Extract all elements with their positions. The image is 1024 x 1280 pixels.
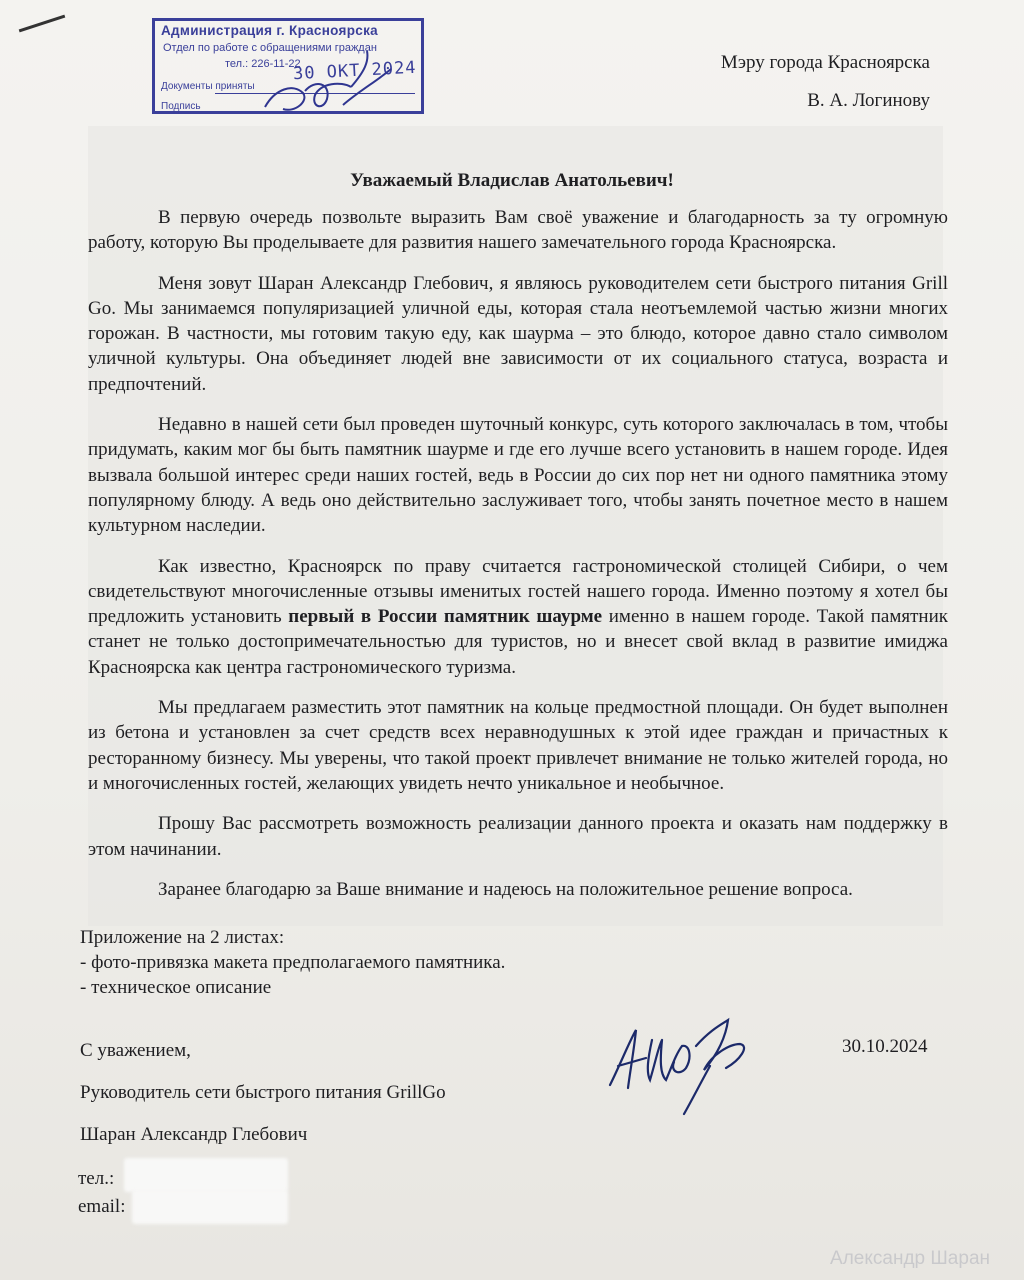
paragraph: Меня зовут Шаран Александр Глебович, я являюсь руководителем сети быстрого питания Grill Go. Мы занимаемся популяризацией уличной еды, которая стала неотъемлемой частью жизни многих горожан. В частности, мы готовим такую еду, как шаурма – это блюдо, которое давно стало символом уличной культуры. Она объединяет людей вне зависимости от их социального статуса, возраста и предпочтений.	[88, 272, 948, 395]
paragraph-text: именно в нашем городе. Такой памятник станет не только достопримечательностью для туристов, но и внесет свой вклад в развитие имиджа Красноярска как центра гастрономического туризма.	[88, 606, 948, 678]
stamp-sign-label: Подпись	[161, 101, 201, 112]
phone-label: тел.:	[78, 1168, 115, 1189]
signer-position: Руководитель сети быстрого питания GrillGo	[80, 1082, 446, 1103]
email-label: email:	[78, 1196, 126, 1217]
addressee-name: В. А. Логинову	[807, 90, 930, 111]
paragraph: Прошу Вас рассмотреть возможность реализации данного проекта и оказать нам поддержку в этом начинании.	[88, 813, 948, 860]
paragraph: Недавно в нашей сети был проведен шуточный конкурс, суть которого заключалась в том, чтобы придумать, каким мог бы быть памятник шаурме и где его лучше всего установить в нашем городе. Идея вызвала большой интерес среди наших гостей, ведь в России до сих пор нет ни одного памятника этому популярному блюду. А ведь оно действительно заслуживает того, чтобы занять почетное место в нашем культурном наследии.	[88, 414, 948, 537]
paragraph: В первую очередь позвольте выразить Вам своё уважение и благодарность за ту огромную работу, которую Вы проделываете для развития нашего замечательного города Красноярска.	[88, 207, 948, 254]
paragraph	[88, 554, 948, 680]
registration-stamp	[152, 18, 424, 114]
letter-greeting: Уважаемый Владислав Анатольевич!	[350, 170, 674, 191]
attachment-list	[80, 925, 505, 1000]
attachment-title: Приложение на 2 листах:	[80, 927, 285, 948]
letter-date: 30.10.2024	[842, 1036, 928, 1057]
stamp-department: Отдел по работе с обращениями граждан	[163, 42, 377, 54]
redacted-phone	[124, 1158, 288, 1192]
addressee-line: Мэру города Красноярска	[720, 52, 930, 73]
letter-body	[88, 205, 948, 917]
signer-name: Шаран Александр Глебович	[80, 1124, 308, 1145]
stamp-date: 30 ОКТ 2024	[292, 57, 418, 85]
closing-regards: С уважением,	[80, 1040, 191, 1061]
watermark-text: Александр Шаран	[830, 1248, 990, 1269]
redacted-email	[132, 1190, 288, 1224]
stamp-title: Администрация г. Красноярска	[161, 23, 378, 38]
paragraph: Заранее благодарю за Ваше внимание и надеюсь на положительное решение вопроса.	[158, 878, 853, 900]
paragraph-text: Как известно, Красноярск по праву считается гастрономической столицей Сибири, о чем свидетельствуют многочисленные отзывы именитых гостей нашего города. Именно поэтому я хотел бы предложить установить	[88, 555, 948, 628]
stamp-handwritten-signature	[155, 21, 427, 117]
paragraph-bold-text: первый в России памятник шаурме	[288, 606, 603, 628]
attachment-item: - техническое описание	[80, 977, 272, 998]
stamp-docs-label: Документы приняты	[161, 81, 255, 92]
attachment-item: - фото-привязка макета предполагаемого памятника.	[80, 952, 506, 973]
stamp-phone: тел.: 226-11-22	[225, 58, 301, 70]
handwritten-signature	[600, 1010, 770, 1120]
paragraph: Мы предлагаем разместить этот памятник на кольце предмостной площади. Он будет выполнен из бетона и установлен за счет средств всех неравнодушных к этой идее граждан и причастных к ресторанному бизнесу. Мы уверены, что такой проект привлечет внимание не только жителей города, но и многочисленных гостей, желающих увидеть нечто уникальное и необычное.	[88, 697, 948, 794]
